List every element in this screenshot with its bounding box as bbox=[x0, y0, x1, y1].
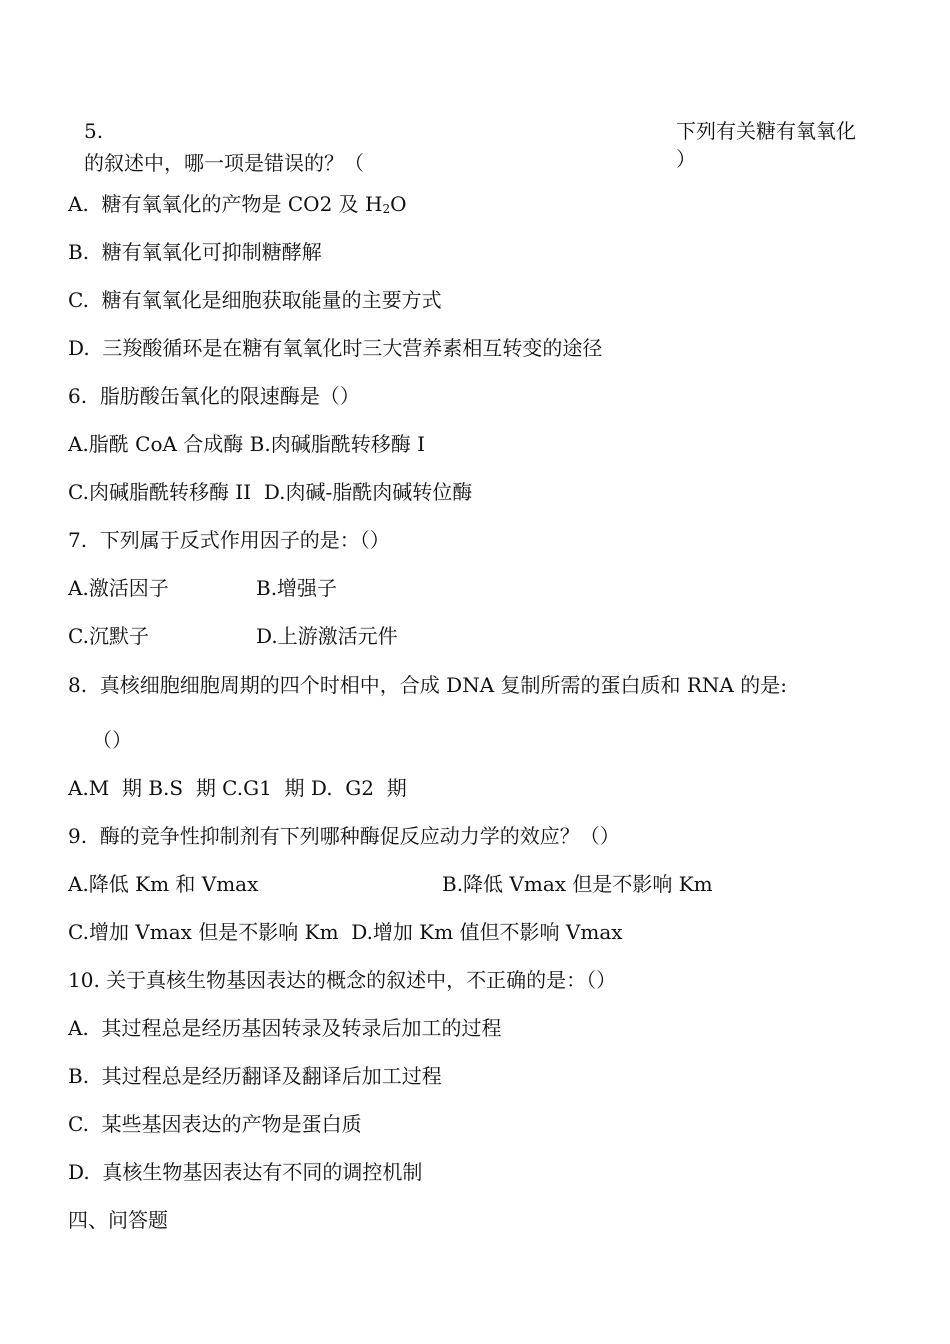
q8-stem: 8. 真核细胞细胞周期的四个时相中，合成 DNA 复制所需的蛋白质和 RNA 的是: bbox=[68, 673, 787, 697]
q7-stem: 7. 下列属于反式作用因子的是：（） bbox=[68, 528, 390, 552]
q9-option-cd: C.增加 Vmax 但是不影响 Km D.增加 Km 值但不影响 Vmax bbox=[68, 920, 623, 944]
q6-stem: 6. 脂肪酸缶氧化的限速酶是（） bbox=[68, 384, 360, 408]
q5-option-b: B. 糖有氧氧化可抑制糖酵解 bbox=[68, 240, 322, 264]
q7-option-b: B.增强子 bbox=[256, 576, 338, 600]
q7-option-d: D.上游激活元件 bbox=[256, 624, 398, 648]
q10-option-d: D. 真核生物基因表达有不同的调控机制 bbox=[68, 1160, 423, 1184]
q5-right-paren: ） bbox=[676, 147, 696, 171]
q9-option-a: A.降低 Km 和 Vmax bbox=[68, 872, 259, 896]
q8-paren: （） bbox=[92, 728, 132, 752]
q8-options: A.M 期 B.S 期 C.G1 期 D. G2 期 bbox=[68, 776, 407, 800]
q5-option-a-subscript: 2 bbox=[382, 202, 391, 216]
q5-stem: 的叙述中，哪一项是错误的？（ bbox=[84, 151, 364, 175]
q9-option-b: B.降低 Vmax 但是不影响 Km bbox=[442, 872, 713, 896]
q5-option-c: C. 糖有氧氧化是细胞获取能量的主要方式 bbox=[68, 288, 442, 312]
q10-option-a: A. 其过程总是经历基因转录及转录后加工的过程 bbox=[68, 1016, 502, 1040]
q5-option-a-text: A. 糖有氧氧化的产物是 CO2 及 H bbox=[68, 192, 383, 216]
q10-option-b: B. 其过程总是经历翻译及翻译后加工过程 bbox=[68, 1064, 442, 1088]
q6-options-line2: C.肉碱脂酰转移酶 II D.肉碱-脂酰肉碱转位酶 bbox=[68, 480, 473, 504]
q5-option-a-tail: O bbox=[390, 192, 407, 216]
section-heading: 四、问答题 bbox=[68, 1208, 168, 1232]
q5-option-d: D. 三羧酸循环是在糖有氧氧化时三大营养素相互转变的途径 bbox=[68, 336, 603, 360]
q5-number: 5. bbox=[84, 119, 104, 143]
q5-option-a bbox=[68, 191, 407, 222]
q10-option-c: C. 某些基因表达的产物是蛋白质 bbox=[68, 1112, 362, 1136]
q5-right-text: 下列有关糖有氧氧化 bbox=[676, 119, 856, 143]
q7-option-c: C.沉默子 bbox=[68, 624, 149, 648]
q9-stem: 9. 酶的竞争性抑制剂有下列哪种酶促反应动力学的效应？（） bbox=[68, 824, 620, 848]
q10-stem: 10. 关于真核生物基因表达的概念的叙述中，不正确的是：（） bbox=[68, 968, 617, 992]
q7-option-a: A.激活因子 bbox=[68, 576, 169, 600]
q6-options-line1: A.脂酰 CoA 合成酶 B.肉碱脂酰转移酶 I bbox=[68, 432, 425, 456]
